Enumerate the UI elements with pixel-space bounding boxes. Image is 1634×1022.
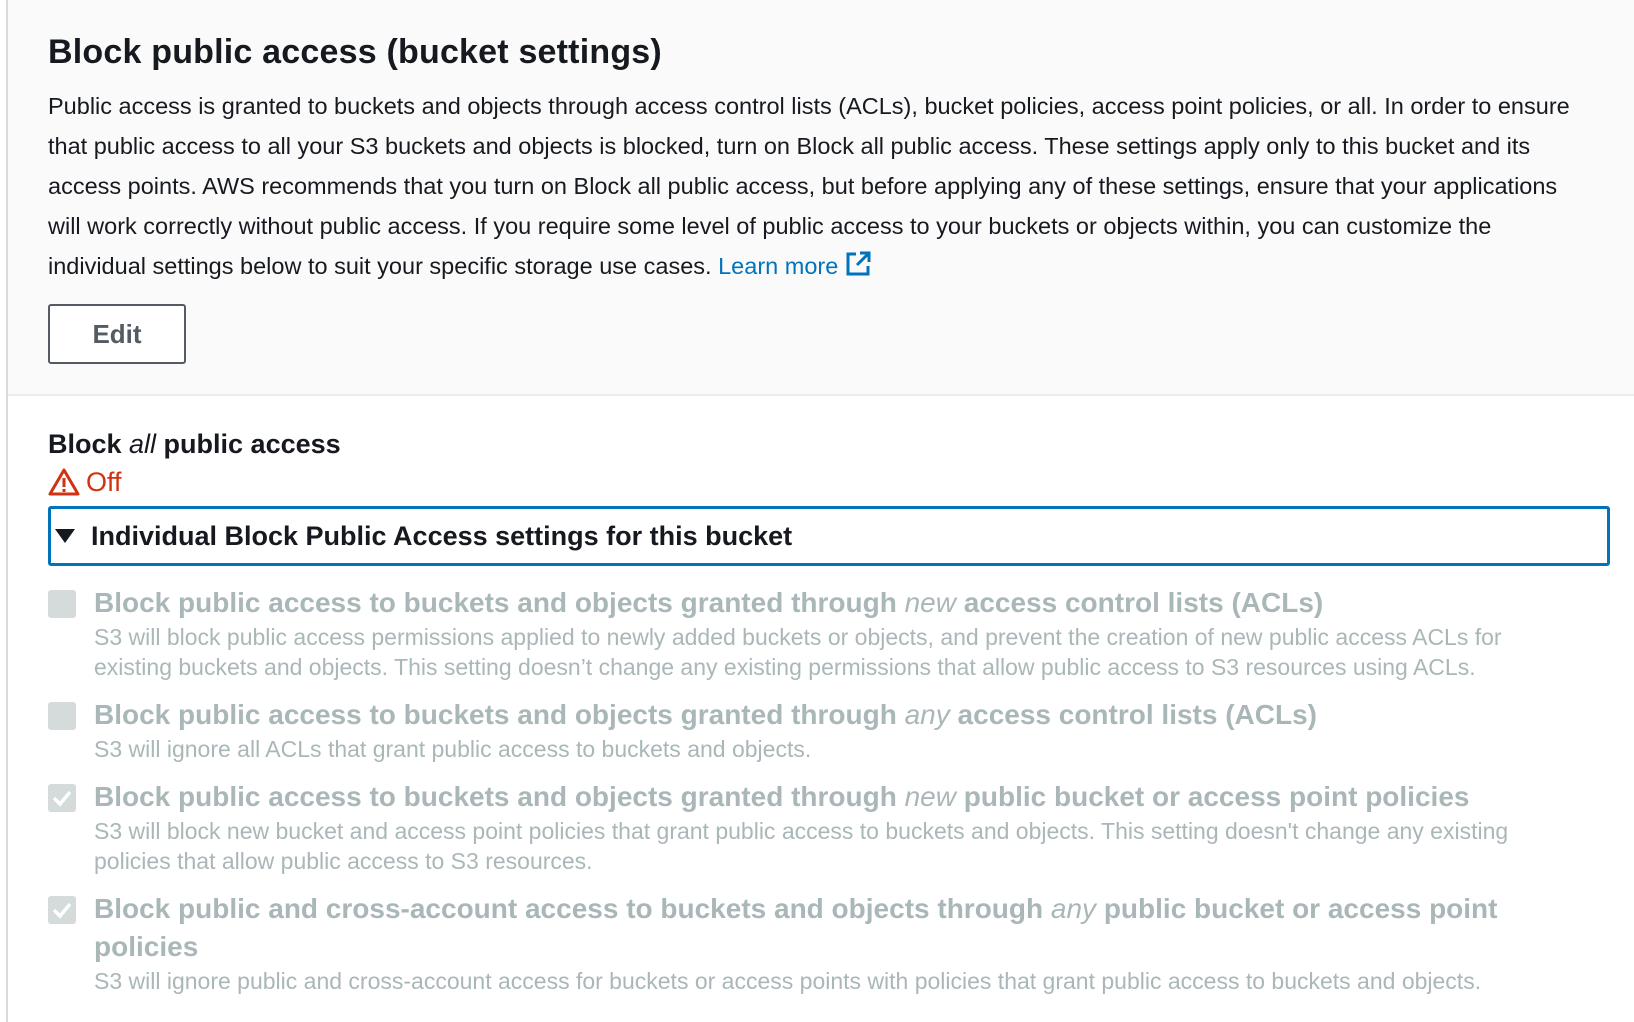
title-part: Block public access to buckets and objects granted through — [94, 781, 905, 812]
setting-checkbox[interactable] — [48, 896, 76, 924]
panel-description — [48, 86, 1578, 286]
setting-checkbox[interactable] — [48, 702, 76, 730]
setting-description: S3 will block new bucket and access point policies that grant public access to buckets and objects. This setting doesn't change any existing policies that allow public access to S3 resources. — [94, 818, 1509, 874]
panel-header — [8, 0, 1634, 396]
setting-title — [94, 778, 1554, 816]
title-italic: any — [904, 699, 950, 730]
block-all-heading — [48, 426, 1600, 462]
setting-item — [48, 890, 1600, 996]
setting-item — [48, 696, 1600, 764]
setting-text — [94, 696, 1554, 764]
setting-text — [94, 778, 1554, 876]
page-title: Block public access (bucket settings) — [48, 33, 662, 71]
title-part: Block public access to buckets and objects granted through — [94, 699, 905, 730]
title-part: access control lists (ACLs) — [949, 699, 1317, 730]
caret-down-icon — [55, 529, 75, 543]
learn-more-link[interactable] — [718, 253, 872, 279]
expander-label: Individual Block Public Access settings for this bucket — [91, 520, 793, 551]
title-italic: any — [1050, 893, 1097, 924]
checkmark-icon — [51, 899, 73, 921]
title-part: Block public access to buckets and objects granted through — [94, 587, 905, 618]
checkmark-icon — [51, 787, 73, 809]
edit-button[interactable]: Edit — [48, 304, 186, 364]
setting-checkbox[interactable] — [48, 784, 76, 812]
status-text: Off — [86, 467, 122, 497]
setting-text — [94, 584, 1554, 682]
warning-icon — [48, 467, 80, 497]
block-all-status — [48, 464, 1600, 500]
individual-settings-expander[interactable] — [48, 506, 1610, 566]
settings-list — [48, 584, 1600, 996]
setting-description: S3 will block public access permissions applied to newly added buckets or objects, and prevent the creation of new public access ACLs for existing buckets and objects. This setting doesn’t change any existing permissions that allow public access to S3 resources using ACLs. — [94, 624, 1502, 680]
external-link-icon — [844, 250, 872, 278]
title-part: access control lists (ACLs) — [955, 587, 1324, 618]
title-part: public bucket or access point policies — [955, 781, 1470, 812]
learn-more-label: Learn more — [718, 253, 839, 279]
title-part: public bucket or access point policies — [94, 893, 1498, 962]
setting-title — [94, 584, 1554, 622]
setting-item — [48, 584, 1600, 682]
title-italic: new — [904, 781, 956, 812]
setting-checkbox[interactable] — [48, 590, 76, 618]
setting-item — [48, 778, 1600, 876]
title-italic: new — [904, 587, 956, 618]
description-text: Public access is granted to buckets and objects through access control lists (ACLs), bucket policies, access point policies, or all. In order to ensure that public access to all your S3 buckets and objects is blocked, turn on Block all public access. These settings apply only to this bucket and its access points. AWS recommends that you turn on Block all public access, but before applying any of these settings, ensure that your applications will work correctly without public access. If you require some level of public access to your buckets or objects within, you can customize the individual settings below to suit your specific storage use cases. — [48, 93, 1570, 279]
panel-body — [8, 396, 1634, 996]
title-part: Block public and cross-account access to buckets and objects through — [94, 893, 1051, 924]
block-all-italic: all — [129, 429, 157, 459]
setting-title — [94, 696, 1554, 734]
setting-text — [94, 890, 1600, 996]
setting-description: S3 will ignore public and cross-account access for buckets or access points with policies that grant public access to buckets and objects. — [94, 968, 1482, 994]
block-all-suffix: public access — [156, 429, 341, 459]
setting-description: S3 will ignore all ACLs that grant public access to buckets and objects. — [94, 736, 812, 762]
block-public-access-panel — [6, 0, 1634, 1022]
block-all-prefix: Block — [48, 429, 130, 459]
setting-title — [94, 890, 1600, 966]
